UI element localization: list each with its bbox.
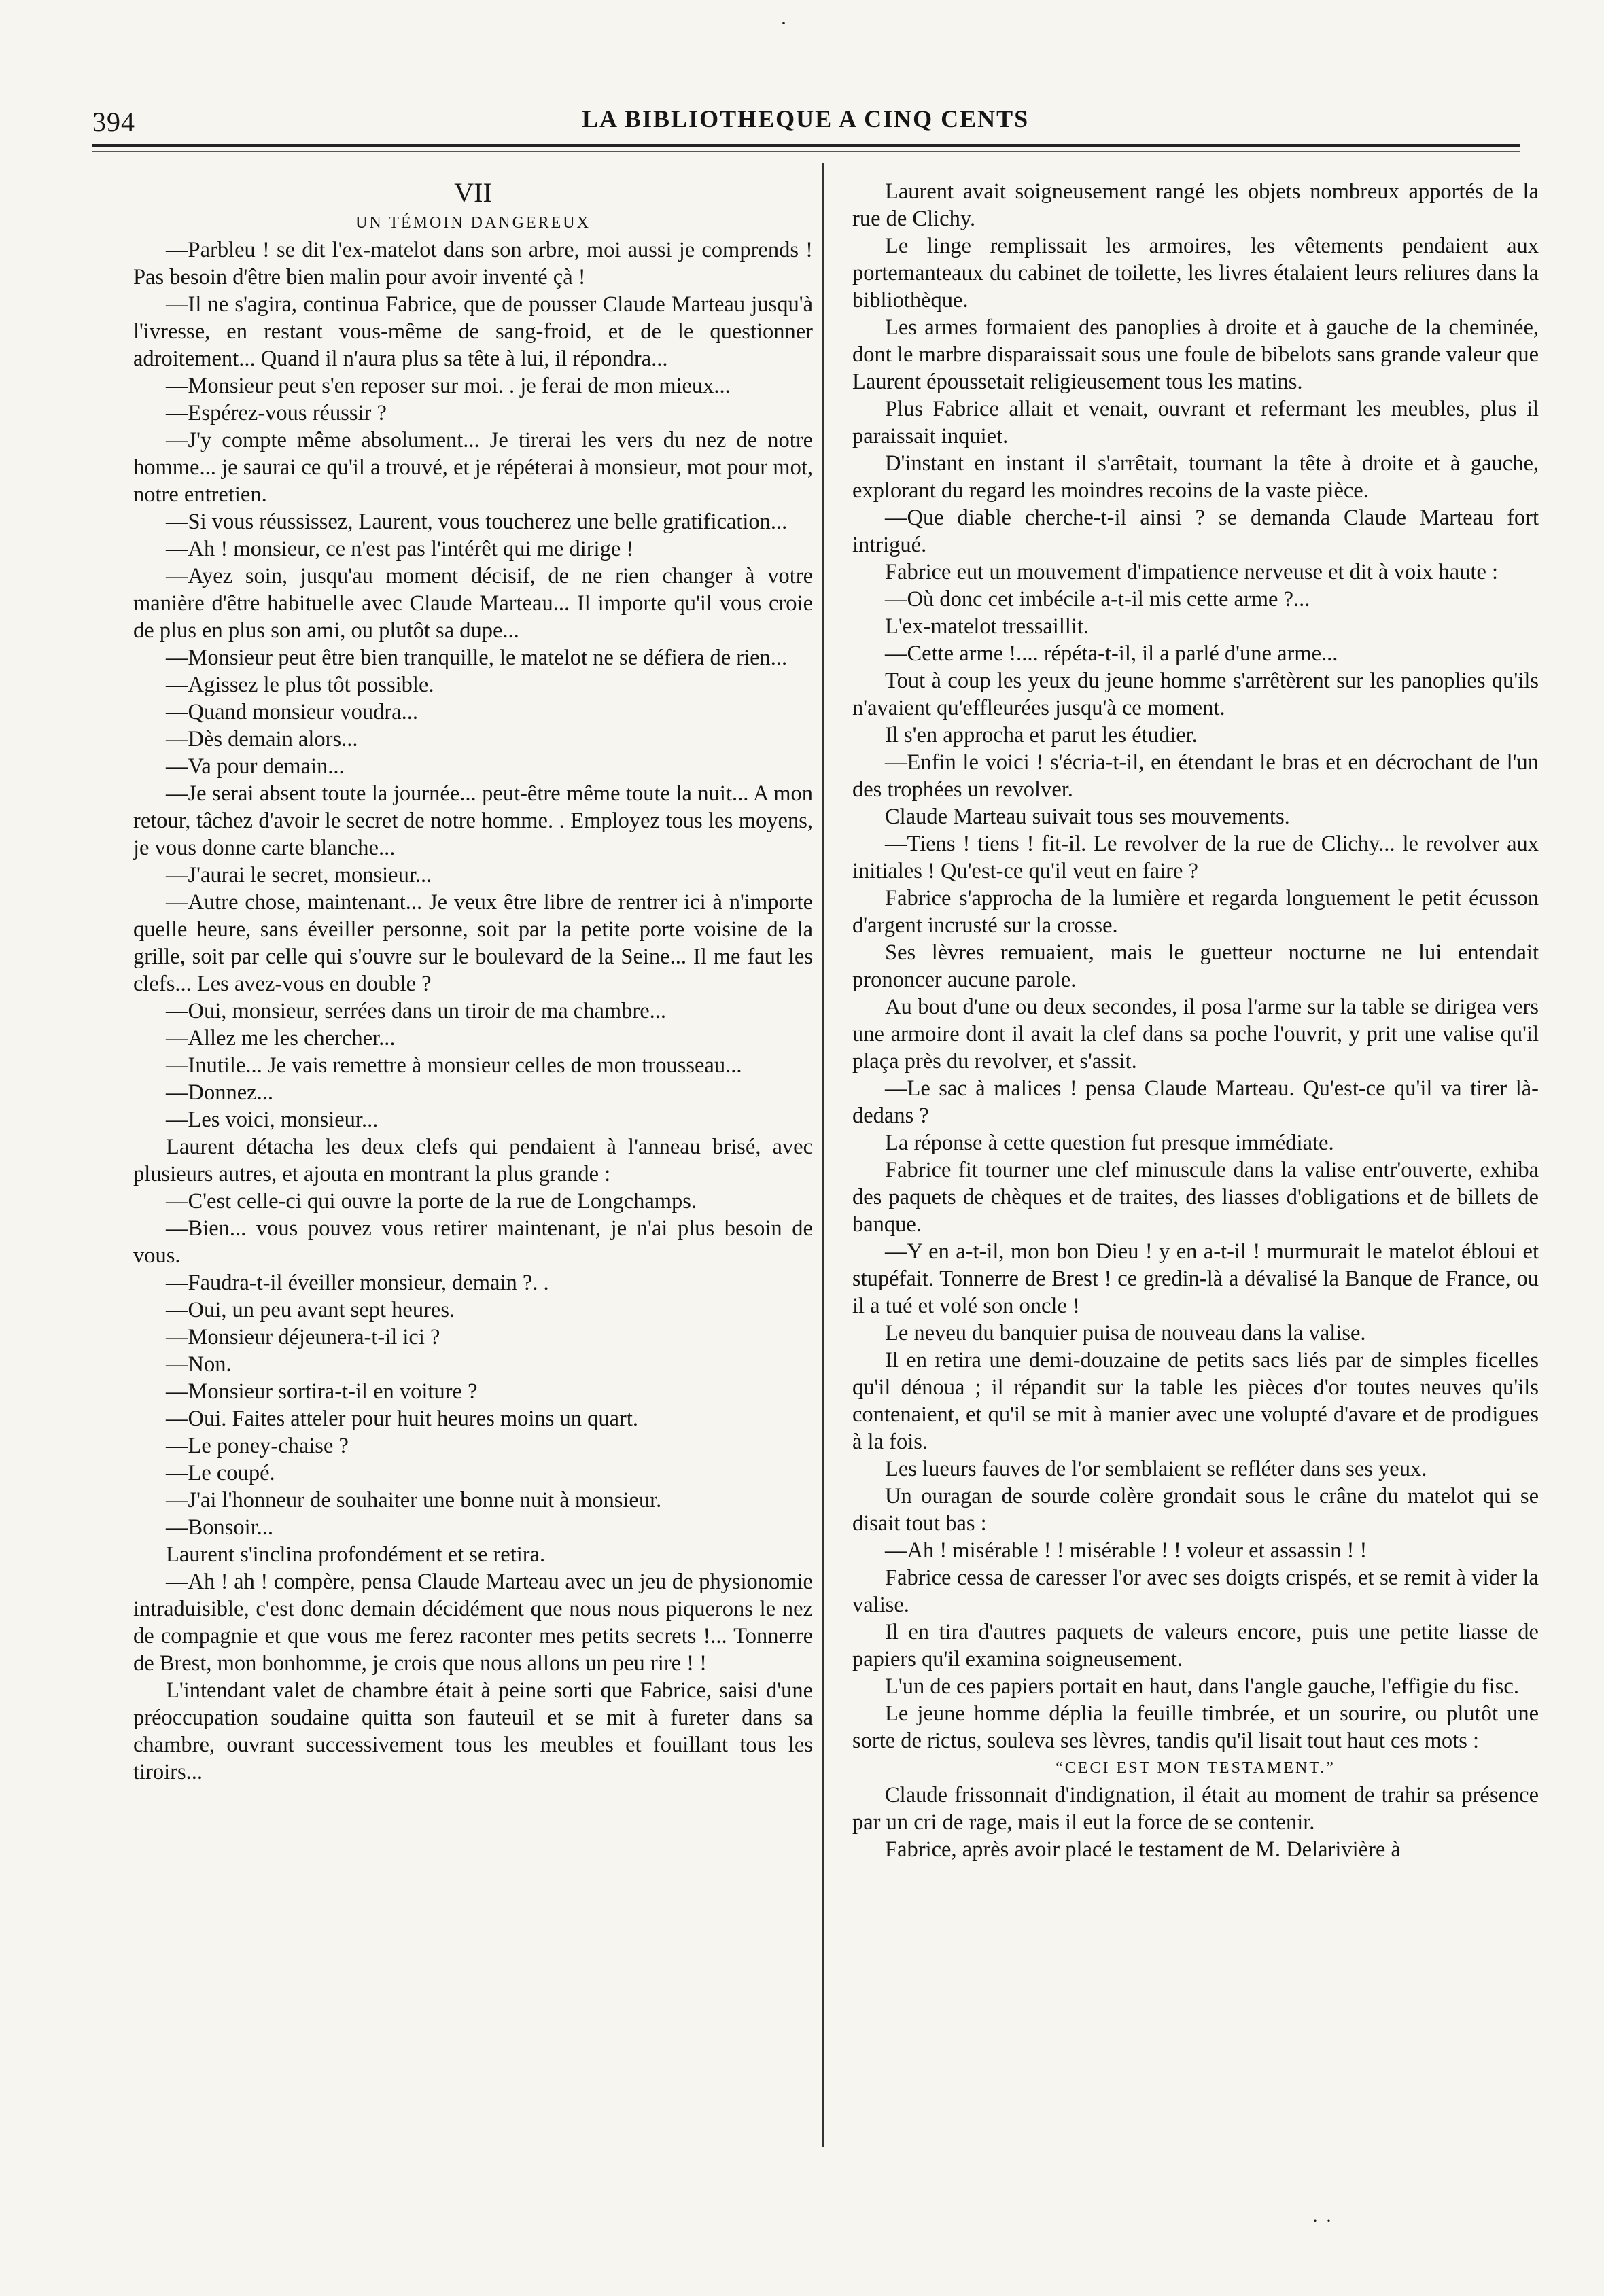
paragraph: —Oui, un peu avant sept heures.	[166, 1298, 455, 1322]
paragraph: —Le coupé.	[166, 1461, 275, 1485]
paragraph: —Où donc cet imbécile a-t-il mis cette arme ?...	[885, 587, 1310, 612]
right-column-body	[852, 178, 1539, 1754]
paragraph: —Ah ! monsieur, ce n'est pas l'intérêt qui me dirige !	[166, 537, 634, 561]
paragraph: Les lueurs fauves de l'or semblaient se refléter dans ses yeux.	[885, 1457, 1427, 1481]
paragraph: —Le poney-chaise ?	[166, 1434, 349, 1458]
paragraph: —Bien... vous pouvez vous retirer maintenant, je n'ai plus besoin de vous.	[133, 1216, 813, 1268]
page-number: 394	[92, 107, 135, 137]
paragraph: —Tiens ! tiens ! fit-il. Le revolver de la rue de Clichy... le revolver aux initiales ! Qu'est-ce qu'il veut en faire ?	[852, 832, 1539, 883]
paragraph: —Il ne s'agira, continua Fabrice, que de pousser Claude Marteau jusqu'à l'ivresse, en restant vous-même de sang-froid, et de le questionner adroitement... Quand il n'aura plus sa tête à lui, il répondra...	[133, 292, 813, 371]
paragraph: —Monsieur sortira-t-il en voiture ?	[166, 1379, 478, 1404]
paragraph: Au bout d'une ou deux secondes, il posa l'arme sur la table se dirigea vers une armoire dont il avait la clef dans sa poche l'ouvrit, y prit une valise qu'il plaça près du revolver, et s'assit.	[852, 995, 1539, 1074]
paragraph: Tout à coup les yeux du jeune homme s'arrêtèrent sur les panoplies qu'ils n'avaient qu'effleurées jusqu'à ce moment.	[852, 669, 1539, 720]
left-column-body	[133, 236, 813, 1786]
paragraph: —Ah ! misérable ! ! misérable ! ! voleur et assassin ! !	[885, 1538, 1367, 1563]
paragraph: Il s'en approcha et parut les étudier.	[885, 723, 1198, 747]
right-column-body-continued	[852, 1782, 1539, 1863]
paragraph: —J'y compte même absolument... Je tirerai les vers du nez de notre homme... je saurai ce qu'il a trouvé, et je répéterai à monsieur, mot pour mot, notre entretien.	[133, 428, 813, 507]
paragraph: —Bonsoir...	[166, 1515, 274, 1540]
paragraph: —C'est celle-ci qui ouvre la porte de la rue de Longchamps.	[166, 1189, 697, 1214]
testament-heading: “CECI EST MON TESTAMENT.”	[1056, 1759, 1336, 1777]
paragraph: —Allez me les chercher...	[166, 1026, 396, 1050]
paragraph: Laurent avait soigneusement rangé les objets nombreux apportés de la rue de Clichy.	[852, 179, 1539, 231]
paragraph: —Monsieur déjeunera-t-il ici ?	[166, 1325, 440, 1349]
paragraph: Plus Fabrice allait et venait, ouvrant et refermant les meubles, plus il paraissait inquiet.	[852, 397, 1539, 448]
print-specks: ··	[1312, 2210, 1339, 2232]
paragraph: —Les voici, monsieur...	[166, 1108, 379, 1132]
paragraph: —Agissez le plus tôt possible.	[166, 673, 434, 697]
paragraph: Fabrice cessa de caresser l'or avec ses doigts crispés, et se remit à vider la valise.	[852, 1566, 1539, 1617]
paragraph: L'ex-matelot tressaillit.	[885, 614, 1089, 639]
paragraph: Le linge remplissait les armoires, les vêtements pendaient aux portemanteaux du cabinet de toilette, les livres étalaient leurs reliures dans la bibliothèque.	[852, 234, 1539, 313]
paragraph: Claude frissonnait d'indignation, il était au moment de trahir sa présence par un cri de rage, mais il eut la force de se contenir.	[852, 1783, 1539, 1835]
paragraph: Il en tira d'autres paquets de valeurs encore, puis une petite liasse de papiers qu'il examina soigneusement.	[852, 1620, 1539, 1672]
left-column	[133, 177, 813, 1786]
paragraph: —Le sac à malices ! pensa Claude Marteau. Qu'est-ce qu'il va tirer là-dedans ?	[852, 1076, 1539, 1128]
header-rule-thin	[92, 151, 1520, 152]
paragraph: —Autre chose, maintenant... Je veux être libre de rentrer ici à n'importe quelle heure, sans éveiller personne, soit par la petite porte voisine de la grille, soit par celle qui s'ouvre sur le boulevard de la Seine... Il me faut les clefs... Les avez-vous en double ?	[133, 890, 813, 996]
paragraph: Fabrice, après avoir placé le testament de M. Delarivière à	[885, 1837, 1401, 1862]
paragraph: Fabrice s'approcha de la lumière et regarda longuement le petit écusson d'argent incrusté sur la crosse.	[852, 886, 1539, 938]
paragraph: Fabrice fit tourner une clef minuscule dans la valise entr'ouverte, exhiba des paquets de chèques et de traites, des liasses d'obligations et de billets de banque.	[852, 1158, 1539, 1237]
chapter-number: VII	[454, 177, 492, 208]
paragraph: Il en retira une demi-douzaine de petits sacs liés par de simples ficelles qu'il dénoua ; il répandit sur la table les pièces d'or toutes neuves qu'ils contenaient, et qu'il se mit à manier avec une volupté d'avare et de prodigues à la fois.	[852, 1348, 1539, 1454]
paragraph: —Parbleu ! se dit l'ex-matelot dans son arbre, moi aussi je comprends ! Pas besoin d'être bien malin pour avoir inventé çà !	[133, 238, 813, 289]
paragraph: Les armes formaient des panoplies à droite et à gauche de la cheminée, dont le marbre disparaissait sous une foule de bibelots sans grande valeur que Laurent époussetait religieusement tous les matins.	[852, 315, 1539, 394]
paragraph: Ses lèvres remuaient, mais le guetteur nocturne ne lui entendait prononcer aucune parole.	[852, 940, 1539, 992]
paragraph: Laurent s'inclina profondément et se retira.	[166, 1542, 546, 1567]
paragraph: Laurent détacha les deux clefs qui pendaient à l'anneau brisé, avec plusieurs autres, et ajouta en montrant la plus grande :	[133, 1135, 813, 1186]
paragraph: Le neveu du banquier puisa de nouveau dans la valise.	[885, 1321, 1366, 1345]
paragraph: —Espérez-vous réussir ?	[166, 401, 387, 425]
running-title: LA BIBLIOTHEQUE A CINQ CENTS	[582, 105, 1030, 133]
paragraph: —Dès demain alors...	[166, 727, 358, 752]
paragraph: —Va pour demain...	[166, 754, 345, 779]
paragraph: Le jeune homme déplia la feuille timbrée, et un sourire, ou plutôt une sorte de rictus, souleva ses lèvres, tandis qu'il lisait tout haut ces mots :	[852, 1701, 1539, 1753]
paragraph: L'un de ces papiers portait en haut, dans l'angle gauche, l'effigie du fisc.	[885, 1674, 1519, 1699]
chapter-title: UN TÉMOIN DANGEREUX	[355, 214, 591, 232]
print-speck: ·	[780, 12, 787, 35]
column-divider	[822, 163, 824, 2147]
paragraph: —J'ai l'honneur de souhaiter une bonne nuit à monsieur.	[166, 1488, 662, 1513]
paragraph: —Je serai absent toute la journée... peut-être même toute la nuit... A mon retour, tâchez d'avoir le secret de notre homme. . Employez tous les moyens, je vous donne carte blanche...	[133, 781, 813, 860]
paragraph: —Oui, monsieur, serrées dans un tiroir de ma chambre...	[166, 999, 667, 1023]
paragraph: —Monsieur peut s'en reposer sur moi. . je ferai de mon mieux...	[166, 374, 731, 398]
paragraph: —Oui. Faites atteler pour huit heures moins un quart.	[166, 1407, 639, 1431]
right-column	[852, 178, 1539, 1863]
paragraph: —Ah ! ah ! compère, pensa Claude Marteau avec un jeu de physionomie intraduisible, c'est donc demain décidément que nous nous piquerons le nez de compagnie et que vous me ferez raconter mes petits secrets !... Tonnerre de Brest, mon bonhomme, je crois que nous allons un peu rire ! !	[133, 1570, 813, 1676]
paragraph: —Cette arme !.... répéta-t-il, il a parlé d'une arme...	[885, 641, 1338, 666]
paragraph: —Si vous réussissez, Laurent, vous toucherez une belle gratification...	[166, 510, 788, 534]
paragraph: —Inutile... Je vais remettre à monsieur celles de mon trousseau...	[166, 1053, 742, 1078]
page-header	[92, 102, 1520, 140]
paragraph: —Enfin le voici ! s'écria-t-il, en étendant le bras et en décrochant de l'un des trophées un revolver.	[852, 750, 1539, 802]
paragraph: —Non.	[166, 1352, 232, 1377]
paragraph: —Y en a-t-il, mon bon Dieu ! y en a-t-il ! murmurait le matelot ébloui et stupéfait. Tonnerre de Brest ! ce gredin-là a dévalisé la Banque de France, ou il a tué et volé son oncle !	[852, 1239, 1539, 1318]
paragraph: La réponse à cette question fut presque immédiate.	[885, 1131, 1334, 1155]
paragraph: —Que diable cherche-t-il ainsi ? se demanda Claude Marteau fort intrigué.	[852, 506, 1539, 557]
paragraph: —J'aurai le secret, monsieur...	[166, 863, 432, 887]
paragraph: L'intendant valet de chambre était à peine sorti que Fabrice, saisi d'une préoccupation soudaine quitta son fauteuil et se mit à fureter dans sa chambre, ouvrant successivement tous les meubles et fouillant tous les tiroirs...	[133, 1678, 813, 1784]
paragraph: —Faudra-t-il éveiller monsieur, demain ?. .	[166, 1271, 549, 1295]
paragraph: —Monsieur peut être bien tranquille, le matelot ne se défiera de rien...	[166, 646, 788, 670]
paragraph: —Donnez...	[166, 1080, 273, 1105]
paragraph: —Quand monsieur voudra...	[166, 700, 418, 724]
paragraph: Un ouragan de sourde colère grondait sous le crâne du matelot qui se disait tout bas :	[852, 1484, 1539, 1536]
paragraph: Fabrice eut un mouvement d'impatience nerveuse et dit à voix haute :	[885, 560, 1499, 584]
paragraph: —Ayez soin, jusqu'au moment décisif, de ne rien changer à votre manière d'être habituelle avec Claude Marteau... Il importe qu'il vous croie de plus en plus son ami, ou plutôt sa dupe...	[133, 564, 813, 643]
header-rule	[92, 144, 1520, 147]
paragraph: D'instant en instant il s'arrêtait, tournant la tête à droite et à gauche, explorant du regard les moindres recoins de la vaste pièce.	[852, 451, 1539, 503]
paragraph: Claude Marteau suivait tous ses mouvements.	[885, 805, 1290, 829]
